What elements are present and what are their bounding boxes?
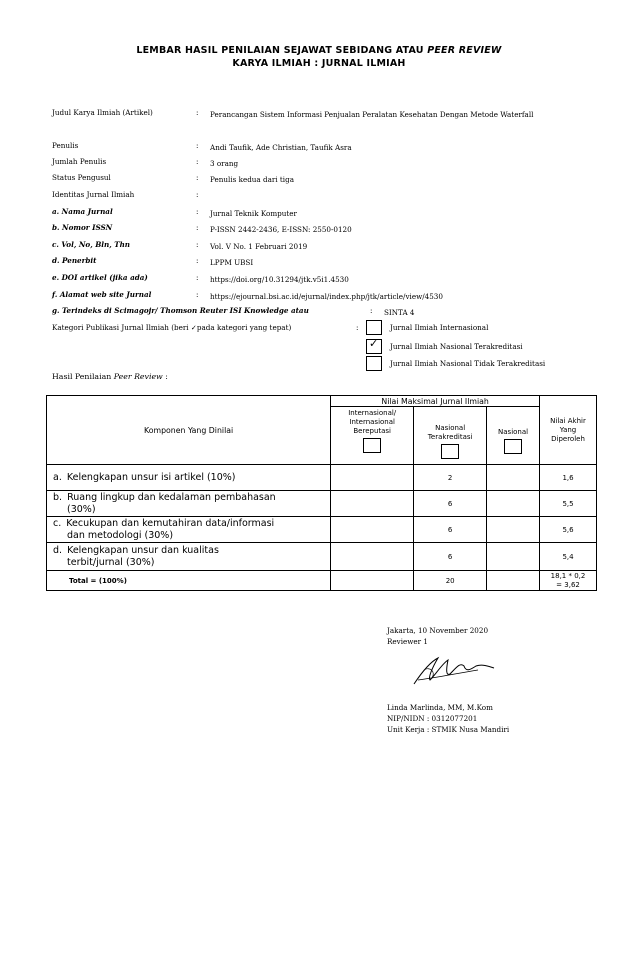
category-label: Kategori Publikasi Jurnal Ilmiah (beri ✓pada kategori yang tepat) xyxy=(52,323,292,332)
komponen-header: Komponen Yang Dinilai xyxy=(47,396,331,465)
score-internasional xyxy=(331,465,414,491)
category-checkbox[interactable] xyxy=(366,339,382,354)
table-row xyxy=(47,465,597,491)
total-akhir-line1: 18,1 * 0,2 xyxy=(550,571,586,580)
component-name: Kelengkapan unsur isi artikel (10%) xyxy=(66,471,236,483)
field-colon: : xyxy=(370,306,373,315)
component-cell xyxy=(47,491,331,517)
internasional-checkbox[interactable] xyxy=(363,438,381,453)
field-row xyxy=(52,141,612,153)
score-nasional xyxy=(487,491,540,517)
field-label: Penulis xyxy=(52,141,79,150)
field-colon: : xyxy=(196,240,199,249)
table-row xyxy=(47,491,597,517)
sign-nip: NIP/NIDN : 0312077201 xyxy=(387,714,478,723)
assessment-table xyxy=(46,395,597,591)
total-akhir xyxy=(540,571,597,591)
field-colon: : xyxy=(196,207,199,216)
hasil-suffix: : xyxy=(162,372,168,381)
field-row xyxy=(52,173,612,185)
component-name: Ruang lingkup dan kedalaman pembahasan xyxy=(67,491,276,503)
field-row xyxy=(52,223,612,235)
field-row xyxy=(52,108,612,120)
title-italic-text: PEER REVIEW xyxy=(427,45,502,56)
field-row xyxy=(52,290,612,302)
field-colon: : xyxy=(196,273,199,282)
component-name: Kecukupan dan kemutahiran data/informasi xyxy=(66,517,275,529)
score-akhir: 5,5 xyxy=(540,491,597,517)
field-row xyxy=(52,240,612,252)
score-nasional xyxy=(487,465,540,491)
total-terakreditasi: 20 xyxy=(414,571,487,591)
field-label: d. Penerbit xyxy=(52,256,97,265)
field-label: Identitas Jurnal Ilmiah xyxy=(52,190,135,199)
component-prefix: b. xyxy=(53,491,63,503)
score-akhir: 5,6 xyxy=(540,517,597,543)
terakreditasi-checkbox[interactable] xyxy=(441,444,459,459)
field-colon: : xyxy=(196,108,199,117)
category-colon: : xyxy=(356,323,359,332)
nilai-maks-header: Nilai Maksimal Jurnal Ilmiah xyxy=(331,396,540,407)
field-label: a. Nama Jurnal xyxy=(52,207,113,216)
score-internasional xyxy=(331,491,414,517)
category-option-label: Jurnal Ilmiah Internasional xyxy=(390,323,489,332)
component-name-cont: dan metodologi (30%) xyxy=(67,529,174,541)
nasional-header xyxy=(487,407,540,465)
field-row xyxy=(52,157,612,169)
score-nasional xyxy=(487,517,540,543)
score-terakreditasi: 6 xyxy=(414,543,487,571)
field-label: g. Terindeks di Scimagojr/ Thomson Reuter ISI Knowledge atau xyxy=(52,306,309,315)
hasil-label xyxy=(52,372,168,381)
document-title-line2: KARYA ILMIAH : JURNAL ILMIAH xyxy=(232,58,406,69)
component-prefix: c. xyxy=(53,517,62,529)
total-label: Total = (100%) xyxy=(47,571,331,591)
component-cell xyxy=(47,465,331,491)
category-option-label: Jurnal Ilmiah Nasional Tidak Terakreditasi xyxy=(390,359,546,368)
internasional-header xyxy=(331,407,414,465)
field-colon: : xyxy=(196,141,199,150)
category-option-label: Jurnal Ilmiah Nasional Terakreditasi xyxy=(390,342,523,351)
total-internasional xyxy=(331,571,414,591)
total-nasional xyxy=(487,571,540,591)
document-title-line1 xyxy=(0,45,638,56)
field-value: Vol. V No. 1 Februari 2019 xyxy=(210,242,308,251)
component-name-cont: terbit/jurnal (30%) xyxy=(67,556,155,568)
score-internasional xyxy=(331,517,414,543)
field-row xyxy=(52,306,612,318)
score-nasional xyxy=(487,543,540,571)
hasil-prefix: Hasil Penilaian xyxy=(52,372,114,381)
table-row xyxy=(47,517,597,543)
nasional-header-text: Nasional xyxy=(498,428,529,436)
component-name-cont: (30%) xyxy=(67,503,96,515)
field-colon: : xyxy=(196,157,199,166)
field-colon: : xyxy=(196,256,199,265)
field-value: 3 orang xyxy=(210,159,239,168)
field-label: b. Nomor ISSN xyxy=(52,223,113,232)
field-colon: : xyxy=(196,190,199,199)
field-colon: : xyxy=(196,173,199,182)
handwritten-signature-image xyxy=(408,650,498,692)
field-label: Judul Karya Ilmiah (Artikel) xyxy=(52,108,153,117)
component-prefix: d. xyxy=(53,544,63,556)
field-value: P-ISSN 2442-2436, E-ISSN: 2550-0120 xyxy=(210,225,352,234)
score-terakreditasi: 6 xyxy=(414,517,487,543)
title-main-text: LEMBAR HASIL PENILAIAN SEJAWAT SEBIDANG ATAU xyxy=(136,45,428,56)
sign-unit: Unit Kerja : STMIK Nusa Mandiri xyxy=(387,725,510,734)
field-row xyxy=(52,207,612,219)
sign-place-date: Jakarta, 10 November 2020 xyxy=(387,626,489,635)
component-name: Kelengkapan unsur dan kualitas xyxy=(67,544,219,556)
field-colon: : xyxy=(196,223,199,232)
sign-name: Linda Marlinda, MM, M.Kom xyxy=(387,703,493,712)
field-value: Andi Taufik, Ade Christian, Taufik Asra xyxy=(210,143,352,152)
table-body xyxy=(47,465,597,571)
field-value: Perancangan Sistem Informasi Penjualan Peralatan Kesehatan Dengan Metode Waterfall xyxy=(210,110,534,119)
sign-role: Reviewer 1 xyxy=(387,637,428,646)
field-value: Penulis kedua dari tiga xyxy=(210,175,294,184)
field-value: SINTA 4 xyxy=(384,308,415,317)
component-cell xyxy=(47,517,331,543)
nilai-akhir-header xyxy=(540,396,597,465)
score-akhir: 5,4 xyxy=(540,543,597,571)
score-internasional xyxy=(331,543,414,571)
score-akhir: 1,6 xyxy=(540,465,597,491)
field-value: LPPM UBSI xyxy=(210,258,254,267)
nasional-checkbox[interactable] xyxy=(504,439,522,454)
field-row xyxy=(52,190,612,202)
category-checkbox[interactable] xyxy=(366,356,382,371)
field-row xyxy=(52,256,612,268)
score-terakreditasi: 6 xyxy=(414,491,487,517)
field-value: https://doi.org/10.31294/jtk.v5i1.4530 xyxy=(210,275,349,284)
field-colon: : xyxy=(196,290,199,299)
terakreditasi-header-text: Nasional Terakreditasi xyxy=(427,423,473,441)
field-row xyxy=(52,273,612,285)
component-prefix: a. xyxy=(53,471,62,483)
table-row xyxy=(47,543,597,571)
field-label: f. Alamat web site Jurnal xyxy=(52,290,152,299)
field-label: Status Pengusul xyxy=(52,173,111,182)
field-value: Jurnal Teknik Komputer xyxy=(210,209,297,218)
nilai-akhir-header-text: Nilai Akhir Yang Diperoleh xyxy=(550,416,586,443)
total-akhir-line2: = 3,62 xyxy=(556,580,580,589)
hasil-italic: Peer Review xyxy=(113,372,163,381)
category-checkbox[interactable] xyxy=(366,320,382,335)
field-label: e. DOI artikel (jika ada) xyxy=(52,273,148,282)
score-terakreditasi: 2 xyxy=(414,465,487,491)
field-label: c. Vol, No, Bln, Thn xyxy=(52,240,131,249)
component-cell xyxy=(47,543,331,571)
field-label: Jumlah Penulis xyxy=(52,157,107,166)
internasional-header-text: Internasional/ Internasional Bereputasi xyxy=(348,409,397,435)
field-value: https://ejournal.bsi.ac.id/ejurnal/index.php/jtk/article/view/4530 xyxy=(210,292,443,301)
check-mark-icon: ✓ xyxy=(369,337,379,350)
terakreditasi-header xyxy=(414,407,487,465)
